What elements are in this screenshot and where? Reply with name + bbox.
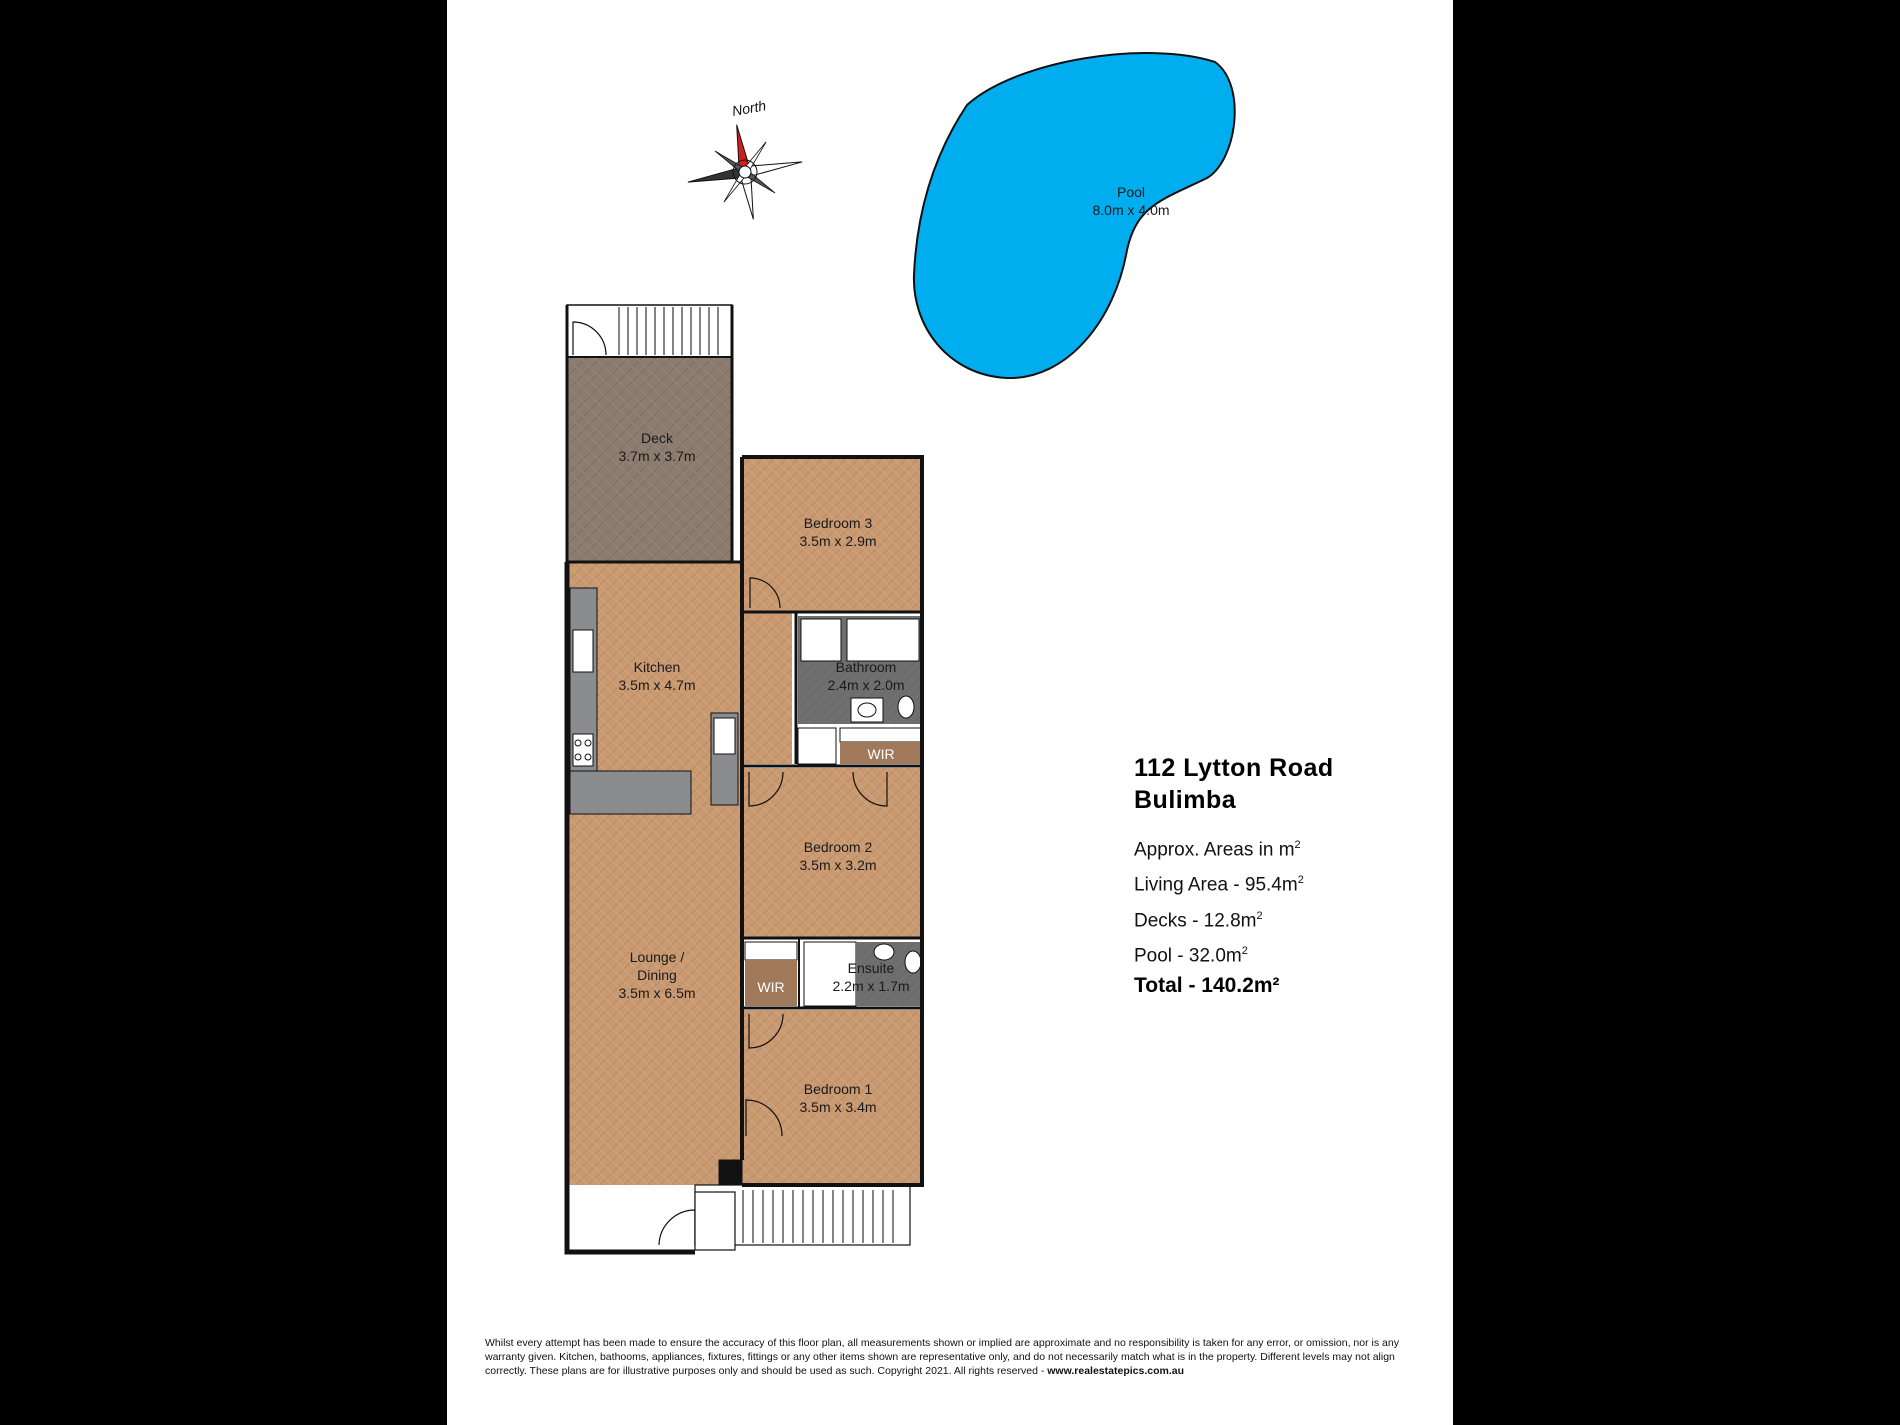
bedroom-1-size: 3.5m x 3.4m <box>799 1099 877 1115</box>
lounge-size: 3.5m x 6.5m <box>618 985 696 1001</box>
lounge-name-2: Dining <box>637 967 677 983</box>
top-stairs <box>567 305 732 357</box>
bathtub <box>847 619 919 661</box>
compass-north-label: North <box>730 97 768 119</box>
bedroom-1-name: Bedroom 1 <box>803 1081 873 1097</box>
pool-size: 8.0m x 4.0m <box>1092 202 1170 218</box>
ensuite-basin <box>874 944 894 960</box>
bathroom-name: Bathroom <box>835 659 897 675</box>
bedroom-2-size: 3.5m x 3.2m <box>799 857 877 873</box>
disclaimer: Whilst every attempt has been made to ensure the accuracy of this floor plan, all measurements shown or implied are approximate and no responsibility is taken for any error, or omission, nor is any warranty given. Kitchen, bathooms, appliances, fixtures, fittings or any other items shown are representative only, and do not necessarily match what is in the property. Different levels may not align correctly. These plans are for illustrative purposes only and should be used as such. Copyright 2021. All rights reserved - www.realestatepics.com.au <box>485 1337 1399 1377</box>
ensuite-name: Ensuite <box>847 960 895 976</box>
deck-name: Deck <box>641 430 673 446</box>
kitchen-name: Kitchen <box>633 659 681 675</box>
compass-icon <box>680 115 811 230</box>
bedroom-3-size: 3.5m x 2.9m <box>799 533 877 549</box>
linen-cupboard <box>798 728 836 764</box>
kitchen-size: 3.5m x 4.7m <box>618 677 696 693</box>
bedroom-3-name: Bedroom 3 <box>803 515 873 531</box>
pool-shape <box>914 53 1235 378</box>
decks-area: Decks - $12.8m^2$ <box>1134 909 1263 931</box>
ensuite-toilet <box>905 951 921 973</box>
bedroom-1-floor <box>742 1010 922 1185</box>
pool-area: Pool - $32.0m^2$ <box>1134 944 1248 967</box>
pool-name: Pool <box>1116 184 1146 200</box>
address-line-2: Bulimba <box>1134 786 1237 814</box>
bathroom-toilet <box>898 696 914 718</box>
cooktop <box>573 734 593 766</box>
living-area: Living Area - $95.4m^2$ <box>1134 874 1304 896</box>
kitchen-island-bench <box>570 771 691 814</box>
wir-1-label: WIR <box>867 746 895 762</box>
property-info <box>1134 752 1434 1001</box>
floor-plan-drawing <box>447 0 1453 1425</box>
kitchen-sink <box>573 630 593 672</box>
floor-plan-page <box>447 0 1453 1425</box>
website-link[interactable]: www.realestatepics.com.au <box>1047 1365 1185 1377</box>
hallway-floor <box>742 612 792 764</box>
deck-size: 3.7m x 3.7m <box>618 448 696 464</box>
total-area: Total - 140.2m² <box>1134 974 1280 998</box>
address-line-1: 112 Lytton Road <box>1134 754 1334 782</box>
bathroom-size: 2.4m x 2.0m <box>827 677 905 693</box>
shower <box>801 619 841 661</box>
wir-2-label: WIR <box>757 979 785 995</box>
ensuite-size: 2.2m x 1.7m <box>832 978 910 994</box>
lounge-name-1: Lounge / <box>629 949 685 965</box>
bedroom-2-name: Bedroom 2 <box>803 839 873 855</box>
areas-heading: Approx. Areas in $m^2$ <box>1134 839 1301 861</box>
